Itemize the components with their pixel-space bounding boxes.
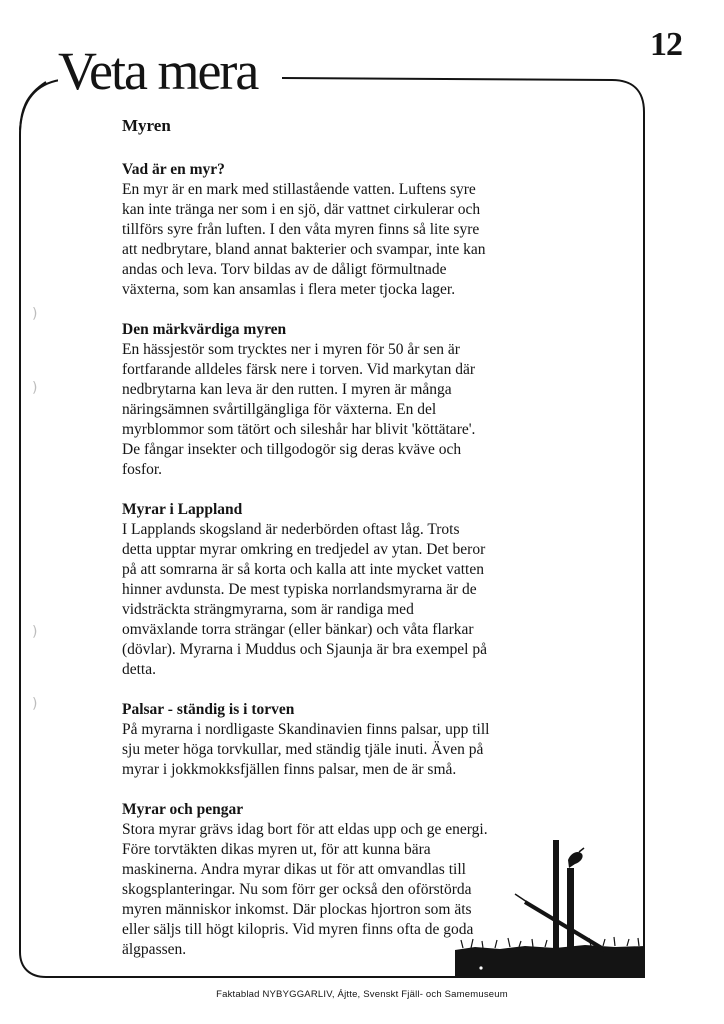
section-heading: Myrar i Lappland: [122, 501, 243, 518]
section-palsar: [122, 700, 562, 780]
section-heading: Vad är en myr?: [122, 161, 225, 178]
section-body: En myr är en mark med stillastående vatten. Luftens syre kan inte tränga ner som i en sjö, där vattnet cirkulerar och tillförs syre från luften. I den våta myren finns så lite syre att nedbrytare, bland annat bakterier och svampar, inte kan andas och leva. Torv bildas av de dåligt förmultnade växterna, som kan ansamlas i flera meter tjocka lager.: [122, 181, 486, 298]
section-heading: Palsar - ständig is i torven: [122, 701, 295, 718]
punch-mark: ): [32, 306, 38, 322]
page-number: 12: [650, 26, 682, 63]
footer-credit: Faktablad NYBYGGARLIV, Ájtte, Svenskt Fjäll- och Samemuseum: [216, 989, 508, 1000]
punch-mark: ): [32, 380, 38, 396]
punch-mark: ): [32, 624, 38, 640]
section-body: I Lapplands skogsland är nederbörden oftast låg. Trots detta upptar myrar omkring en tredjedel av ytan. Det beror på att somrarna är så korta och kalla att inte mycket vatten hinner avdunsta. De mest typiska norrlandsmyrarna är de vidsträckta strängmyrarna, som är randiga med omväxlande torra strängar (eller bänkar) och våta flarkar (dövlar). Myrarna i Muddus och Sjaunja är bra exempel på detta.: [122, 521, 487, 678]
punch-mark: ): [32, 696, 38, 712]
bog-stakes-with-bird-illustration: [455, 820, 655, 980]
section-body: Stora myrar grävs idag bort för att eldas upp och ge energi. Före torvtäkten dikas myren ut, för att kunna bära maskinerna. Andra myrar dikas ut för att omvandlas till skogsplanteringar. Nu som förr ger också den oförstörda myren människor inkomst. Där plockas hjortron som äts eller säljs till högt kilopris. Vid myren finns ofta de goda älgpassen.: [122, 821, 488, 958]
header-title: Veta mera: [58, 44, 261, 98]
section-body: En hässjestör som trycktes ner i myren för 50 år sen är fortfarande alldeles färsk nere i torven. Vid markytan där nedbrytarna kan leva är den rutten. I myren är många näringsämnen svårtillgängliga för växterna. En del myrblommor som tätört och sileshår har blivit 'köttätare'. De fångar insekter och tillgodogör sig deras kväve och fosfor.: [122, 341, 476, 478]
section-heading: Myrar och pengar: [122, 801, 244, 818]
section-body: På myrarna i nordligaste Skandinavien finns palsar, upp till sju meter höga torvkullar, med ständig tjäle inuti. Även på myrar i jokkmokksfjällen finns palsar, men de är små.: [122, 721, 490, 778]
section-den-markvardiga-myren: [122, 320, 562, 480]
section-myrar-i-lappland: [122, 500, 562, 680]
section-heading: Den märkvärdiga myren: [122, 321, 287, 338]
section-vad-ar-en-myr: [122, 160, 562, 300]
document-title: Myren: [122, 116, 171, 135]
